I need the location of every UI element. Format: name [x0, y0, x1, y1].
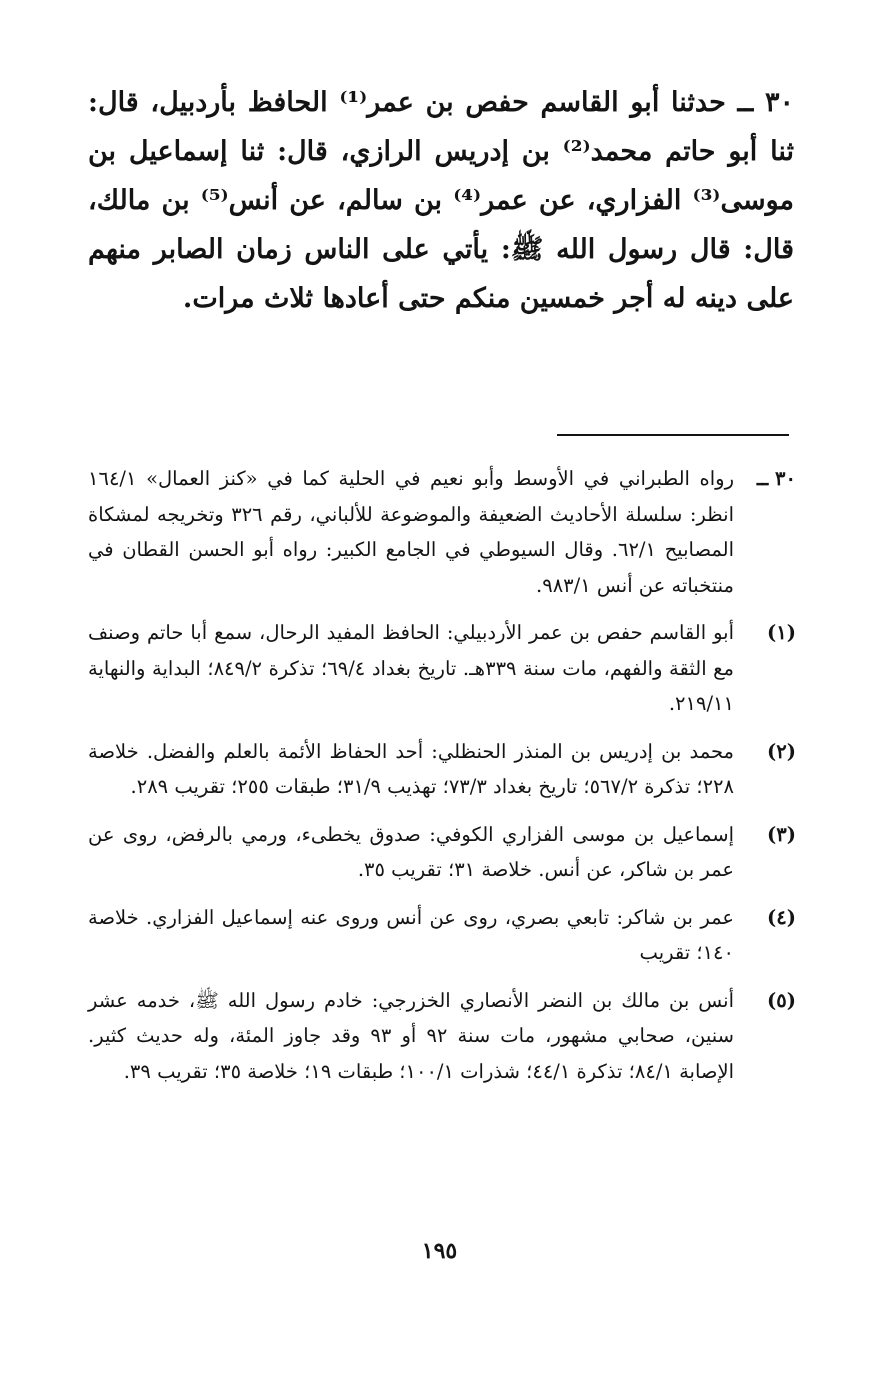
footnote-number: (١) [767, 621, 796, 644]
footnote-text: أنس بن مالك بن النضر الأنصاري الخزرجي: خادم رسول الله ﷺ، خدمه عشر سنين، صحابي مشهور، مات سنة ٩٢ أو ٩٣ وقد جاوز المئة، وله حديث كثير. الإصابة ٨٤/١؛ تذكرة ٤٤/١؛ شذرات ١٠٠/١؛ طبقات ١٩؛ خلاصة ٣٥؛ تقريب ٣٩. [88, 988, 734, 1083]
footnote-number: (٤) [767, 905, 796, 929]
footnote-number: (٣) [767, 822, 796, 846]
hadith-text: ٣٠ ــ حدثنا أبو القاسم حفص بن عمر⁽¹⁾ الحافظ بأردبيل، قال: ثنا أبو حاتم محمد⁽²⁾ بن إدريس الرازي، قال: ثنا إسماعيل بن موسى⁽³⁾ الفزاري، عن عمر⁽⁴⁾ بن سالم، عن أنس⁽⁵⁾ بن مالك، قال: قال رسول الله ﷺ: يأتي على الناس زمان الصابر منهم على دينه له أجر خمسين منكم حتى أعادها ثلاث مرات. [88, 87, 795, 314]
footnote-divider [557, 434, 789, 436]
footnote-number: (٢) [767, 739, 796, 763]
footnote-number: ٣٠ ــ [756, 467, 796, 490]
footnote-text: رواه الطبراني في الأوسط وأبو نعيم في الحلية كما في «كنز العمال» ١٦٤/١ انظر: سلسلة الأحاديث الضعيفة والموضوعة للألباني، رقم ٣٢٦ وتخريجه لمشكاة المصابيح ٦٢/١. وقال السيوطي في الجامع الكبير: رواه أبو الحسن القطان في منتخباته عن أنس ٩٨٣/١. [88, 467, 734, 597]
footnote-text: محمد بن إدريس بن المنذر الحنظلي: أحد الحفاظ الأئمة بالعلم والفضل. خلاصة ٢٢٨؛ تذكرة ٥٦٧/٢؛ تاريخ بغداد ٧٣/٣؛ تهذيب ٣١/٩؛ طبقات ٢٥٥؛ تقريب ٢٨٩. [88, 739, 734, 798]
footnote-2 [88, 734, 796, 805]
footnote-3 [88, 817, 796, 888]
footnote-4 [88, 900, 796, 971]
footnote-hadith-source [88, 461, 796, 603]
footnote-number: (٥) [767, 988, 796, 1012]
footnotes [88, 461, 796, 1101]
footnote-5 [88, 983, 796, 1090]
footnote-text: عمر بن شاكر: تابعي بصري، روى عن أنس وروى عنه إسماعيل الفزاري. خلاصة ١٤٠؛ تقريب [88, 905, 734, 964]
footnote-1 [88, 615, 796, 722]
footnote-text: أبو القاسم حفص بن عمر الأردبيلي: الحافظ المفيد الرحال، سمع أبا حاتم وصنف مع الثقة والفهم، مات سنة ٣٣٩هـ. تاريخ بغداد ٦٩/٤؛ تذكرة ٨٤٩/٢؛ البداية والنهاية ٢١٩/١١. [88, 621, 734, 715]
footnote-text: إسماعيل بن موسى الفزاري الكوفي: صدوق يخطىء، ورمي بالرفض، روى عن عمر بن شاكر، عن أنس. خلاصة ٣١؛ تقريب ٣٥. [88, 822, 734, 881]
page-number: ١٩٥ [421, 1238, 458, 1264]
